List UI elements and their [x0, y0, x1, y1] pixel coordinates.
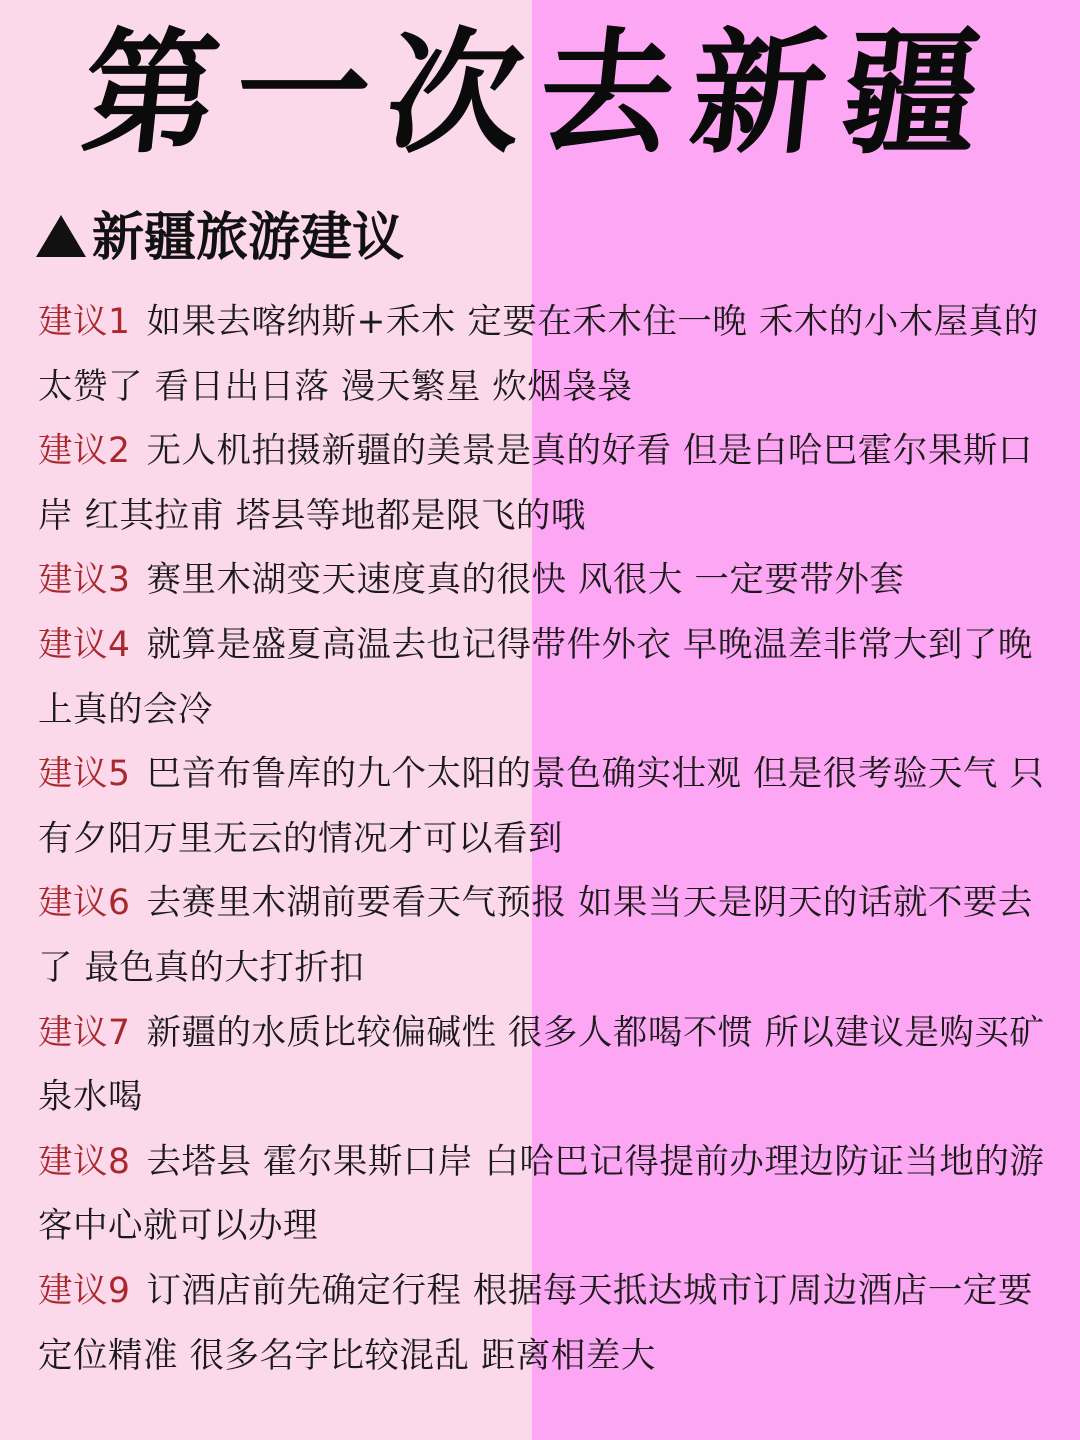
tip-label: 建议4 [38, 624, 131, 665]
tip-text: 巴音布鲁库的九个太阳的景色确实壮观 但是很考验天气 只有夕阳万里无云的情况才可以看到 [38, 754, 1045, 859]
tip-label: 建议1 [38, 302, 131, 342]
tip-label: 建议3 [38, 560, 131, 601]
section-heading [36, 206, 404, 270]
tip-text: 就算是盛夏高温去也记得带件外衣 早晚温差非常大到了晚上真的会冷 [38, 624, 1033, 730]
tip-item-8 [38, 1130, 1048, 1259]
tip-text: 赛里木湖变天速度真的很快 风很大 一定要带外套 [146, 560, 905, 601]
tip-item-2 [38, 419, 1048, 548]
tip-text: 订酒店前先确定行程 根据每天抵达城市订周边酒店一定要定位精准 很多名字比较混乱 距离相差大 [38, 1270, 1033, 1376]
tip-text: 去塔县 霍尔果斯口岸 白哈巴记得提前办理边防证当地的游客中心就可以办理 [38, 1141, 1045, 1247]
triangle-icon [36, 215, 86, 257]
tips-list [38, 290, 1048, 1388]
tip-label: 建议9 [38, 1270, 131, 1311]
tip-text: 如果去喀纳斯+禾木 定要在禾木住一晚 禾木的小木屋真的太赞了 看日出日落 漫天繁星 炊烟袅袅 [38, 302, 1039, 407]
tip-label: 建议2 [38, 431, 131, 472]
section-heading-text: 新疆旅游建议 [92, 208, 405, 268]
tip-item-7 [38, 1001, 1048, 1130]
tip-item-9 [38, 1259, 1048, 1388]
tip-label: 建议8 [38, 1141, 131, 1182]
tip-text: 去赛里木湖前要看天气预报 如果当天是阴天的话就不要去了 最色真的大打折扣 [38, 883, 1033, 988]
tip-item-3 [38, 548, 1048, 613]
tip-label: 建议5 [38, 754, 131, 795]
tip-item-4 [38, 613, 1048, 742]
tip-label: 建议7 [38, 1012, 131, 1053]
tip-item-5 [38, 742, 1048, 871]
tip-text: 无人机拍摄新疆的美景是真的好看 但是白哈巴霍尔果斯口岸 红其拉甫 塔县等地都是限飞的哦 [38, 431, 1033, 536]
page-title: 第一次去新疆 [75, 14, 1005, 172]
tip-text: 新疆的水质比较偏碱性 很多人都喝不惯 所以建议是购买矿泉水喝 [38, 1012, 1045, 1118]
tip-item-1 [38, 290, 1048, 419]
tip-item-6 [38, 871, 1048, 1000]
tip-label: 建议6 [38, 883, 131, 924]
